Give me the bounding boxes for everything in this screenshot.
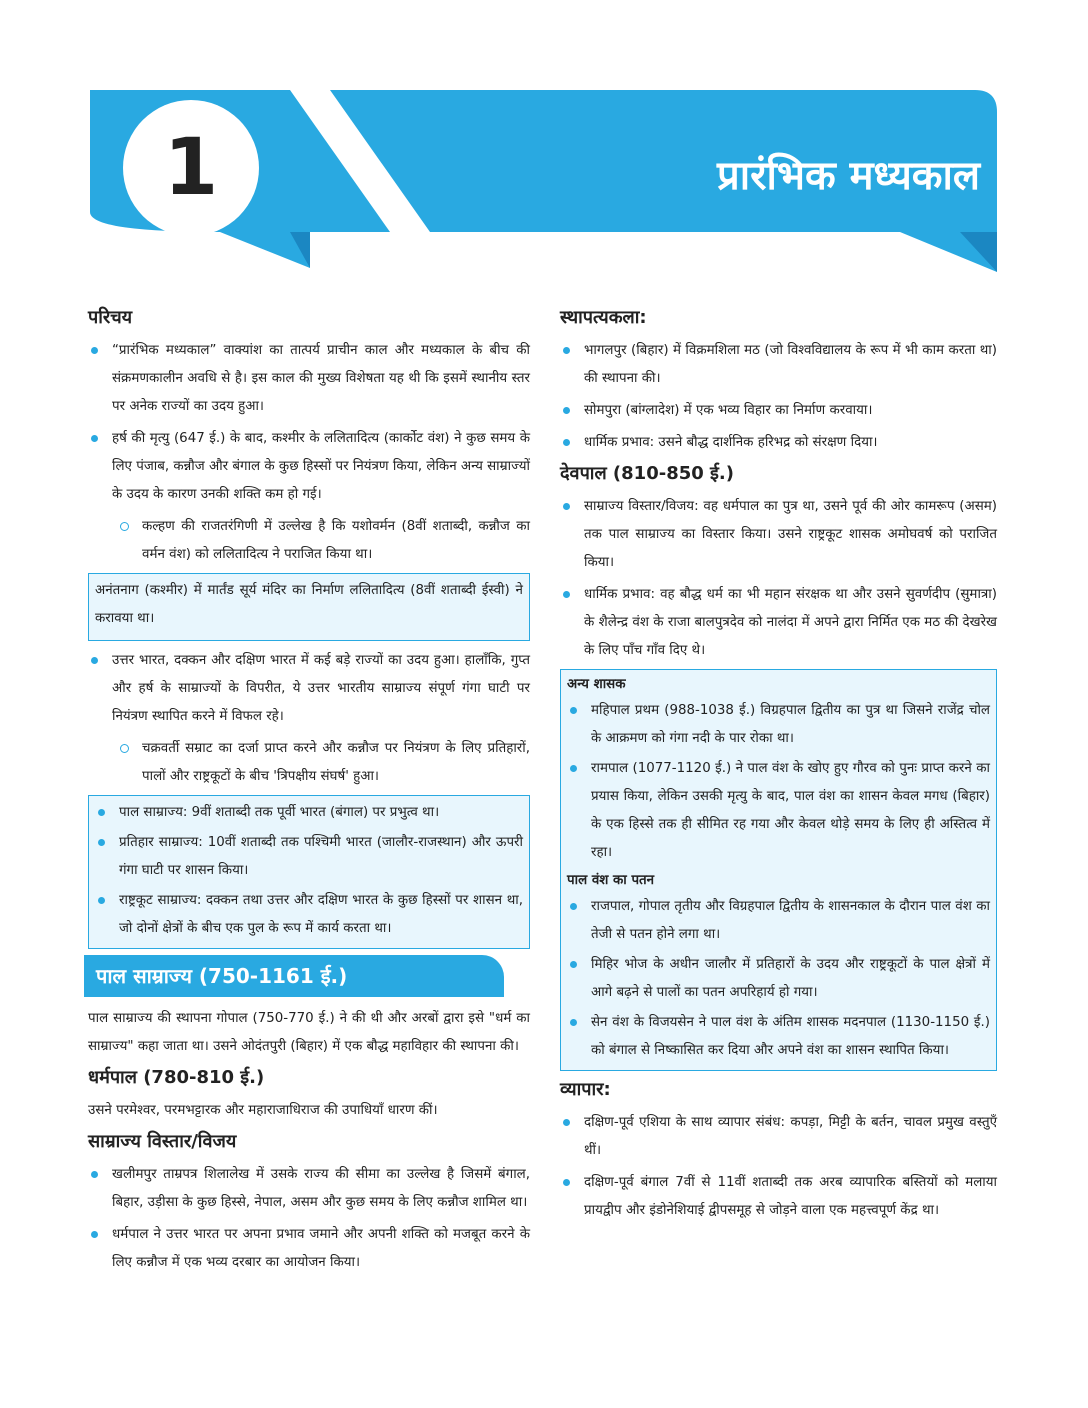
- list-item: भागलपुर (बिहार) में विक्रमशिला मठ (जो विश्वविद्यालय के रूप में भी काम करता था) की स्थापना की।: [560, 337, 997, 393]
- other-rulers-heading: अन्य शासक: [567, 677, 626, 692]
- decline-heading: पाल वंश का पतन: [567, 873, 655, 888]
- pala-section-tab: [84, 955, 534, 997]
- list-item: खलीमपुर ताम्रपत्र शिलालेख में उसके राज्य की सीमा का उल्लेख है जिसमें बंगाल, बिहार, उड़ीसा के कुछ हिस्से, नेपाल, असम और कुछ समय के लिए कन्नौज शामिल था।: [88, 1161, 530, 1217]
- kingdoms-list: [88, 647, 530, 731]
- list-item: हर्ष की मृत्यु (647 ई.) के बाद, कश्मीर के ललितादित्य (कार्कोट वंश) ने कुछ समय के लिए पंजाब, कन्नौज और बंगाल के कुछ हिस्सों पर नियंत्रण किया, लेकिन अन्य साम्राज्यों के उदय के कारण उनकी शक्ति कम हो गई।: [88, 425, 530, 509]
- sub-list-item: चक्रवर्ती सम्राट का दर्जा प्राप्त करने और कन्नौज पर नियंत्रण के लिए प्रतिहारों, पालों और राष्ट्रकूटों के बीच 'त्रिपक्षीय संघर्ष' हुआ।: [116, 735, 530, 791]
- list-item: धार्मिक प्रभाव: उसने बौद्ध दार्शनिक हरिभद्र को संरक्षण दिया।: [560, 429, 997, 457]
- list-item: प्रतिहार साम्राज्य: 10वीं शताब्दी तक पश्चिमी भारत (जालौर-राजस्थान) और ऊपरी गंगा घाटी पर शासन किया।: [95, 829, 523, 885]
- list-item: सोमपुरा (बांग्लादेश) में एक भव्य विहार का निर्माण करवाया।: [560, 397, 997, 425]
- left-column: [88, 305, 530, 1281]
- trade-list: [560, 1109, 997, 1225]
- list-item: दक्षिण-पूर्व एशिया के साथ व्यापार संबंध: कपड़ा, मिट्टी के बर्तन, चावल प्रमुख वस्तुएँ थीं।: [560, 1109, 997, 1165]
- expansion-heading: साम्राज्य विस्तार/विजय: [88, 1131, 237, 1152]
- devapala-heading: देवपाल (810-850 ई.): [560, 463, 734, 484]
- pala-paragraph: पाल साम्राज्य की स्थापना गोपाल (750-770 ई.) ने की थी और अरबों द्वारा इसे "धर्म का साम्राज्य" कहा जाता था। उसने ओदंतपुरी (बिहार) में एक बौद्ध महाविहार की स्थापना की।: [88, 1011, 530, 1054]
- info-box-text: अनंतनाग (कश्मीर) में मार्तंड सूर्य मंदिर का निर्माण ललितादित्य (8वीं शताब्दी ईस्वी) ने करावया था।: [95, 583, 523, 626]
- right-column: [560, 305, 997, 1229]
- dharmapala-heading: धर्मपाल (780-810 ई.): [88, 1067, 265, 1088]
- list-item: साम्राज्य विस्तार/विजय: वह धर्मपाल का पुत्र था, उसने पूर्व की ओर कामरूप (असम) तक पाल साम्राज्य का विस्तार किया। उसने राष्ट्रकूट शासक अमोघवर्ष को पराजित किया।: [560, 493, 997, 577]
- list-item: उत्तर भारत, दक्कन और दक्षिण भारत में कई बड़े राज्यों का उदय हुआ। हालाँकि, गुप्त और हर्ष के साम्राज्यों के विपरीत, ये उत्तर भारतीय साम्राज्य संपूर्ण गंगा घाटी पर नियंत्रण स्थापित करने में विफल रहे।: [88, 647, 530, 731]
- list-item: पाल साम्राज्य: 9वीं शताब्दी तक पूर्वी भारत (बंगाल) पर प्रभुत्व था।: [95, 799, 523, 827]
- info-box-empires: [88, 795, 530, 949]
- expansion-list: [88, 1161, 530, 1277]
- pala-heading: पाल साम्राज्य (750-1161 ई.): [96, 964, 348, 988]
- chapter-title: प्रारंभिक मध्यकाल: [717, 153, 980, 199]
- info-box-martand: [88, 573, 530, 641]
- architecture-list: [560, 337, 997, 457]
- trade-heading: व्यापार:: [560, 1079, 611, 1100]
- chapter-number: 1: [163, 123, 219, 213]
- list-item: महिपाल प्रथम (988-1038 ई.) विग्रहपाल द्वितीय का पुत्र था जिसने राजेंद्र चोल के आक्रमण को गंगा नदी के पार रोका था।: [567, 697, 990, 753]
- list-item: सेन वंश के विजयसेन ने पाल वंश के अंतिम शासक मदनपाल (1130-1150 ई.) को बंगाल से निष्कासित कर दिया और अपने वंश का शासन स्थापित किया।: [567, 1009, 990, 1065]
- devapala-list: [560, 493, 997, 665]
- chapter-banner: [0, 0, 1088, 280]
- list-item: मिहिर भोज के अधीन जालौर में प्रतिहारों के उदय और राष्ट्रकूटों के पाल क्षेत्रों में आगे बढ़ने से पालों का पतन अपरिहार्य हो गया।: [567, 951, 990, 1007]
- list-item: धार्मिक प्रभाव: वह बौद्ध धर्म का भी महान संरक्षक था और उसने सुवर्णदीप (सुमात्रा) के शैलेन्द्र वंश के राजा बालपुत्रदेव को नालंदा में अपने द्वारा निर्मित एक मठ की देखरेख के लिए पाँच गाँव दिए थे।: [560, 581, 997, 665]
- list-item: रामपाल (1077-1120 ई.) ने पाल वंश के खोए हुए गौरव को पुनः प्राप्त करने का प्रयास किया, लेकिन उसकी मृत्यु के बाद, पाल वंश का शासन केवल मगध (बिहार) के एक हिस्से तक ही सीमित रह गया और केवल थोड़े समय के लिए ही अस्तित्व में रहा।: [567, 755, 990, 867]
- list-item: “प्रारंभिक मध्यकाल” वाक्यांश का तात्पर्य प्राचीन काल और मध्यकाल के बीच की संक्रमणकालीन अवधि से है। इस काल की मुख्य विशेषता यह थी कि इसमें स्थानीय स्तर पर अनेक राज्यों का उदय हुआ।: [88, 337, 530, 421]
- sub-list: [116, 735, 530, 791]
- list-item: दक्षिण-पूर्व बंगाल 7वीं से 11वीं शताब्दी तक अरब व्यापारिक बस्तियों को मलाया प्रायद्वीप और इंडोनेशियाई द्वीपसमूह से जोड़ने वाला एक महत्त्वपूर्ण केंद्र था।: [560, 1169, 997, 1225]
- sub-list-item: कल्हण की राजतरंगिणी में उल्लेख है कि यशोवर्मन (8वीं शताब्दी, कन्नौज का वर्मन वंश) को ललितादित्य ने पराजित किया था।: [116, 513, 530, 569]
- list-item: धर्मपाल ने उत्तर भारत पर अपना प्रभाव जमाने और अपनी शक्ति को मजबूत करने के लिए कन्नौज में एक भव्य दरबार का आयोजन किया।: [88, 1221, 530, 1277]
- intro-heading: परिचय: [88, 307, 133, 328]
- list-item: राष्ट्रकूट साम्राज्य: दक्कन तथा उत्तर और दक्षिण भारत के कुछ हिस्सों पर शासन था, जो दोनों क्षेत्रों के बीच एक पुल के रूप में कार्य करता था।: [95, 887, 523, 943]
- architecture-heading: स्थापत्यकला:: [560, 307, 647, 328]
- info-box-rulers: [560, 669, 997, 1071]
- empires-list: [95, 799, 523, 943]
- other-rulers-list: [567, 697, 990, 867]
- dharmapala-paragraph: उसने परमेश्वर, परमभट्टारक और महाराजाधिराज की उपाधियाँ धारण कीं।: [88, 1103, 438, 1118]
- sub-list: [116, 513, 530, 569]
- intro-list: [88, 337, 530, 509]
- decline-list: [567, 893, 990, 1065]
- list-item: राजपाल, गोपाल तृतीय और विग्रहपाल द्वितीय के शासनकाल के दौरान पाल वंश का तेजी से पतन होने लगा था।: [567, 893, 990, 949]
